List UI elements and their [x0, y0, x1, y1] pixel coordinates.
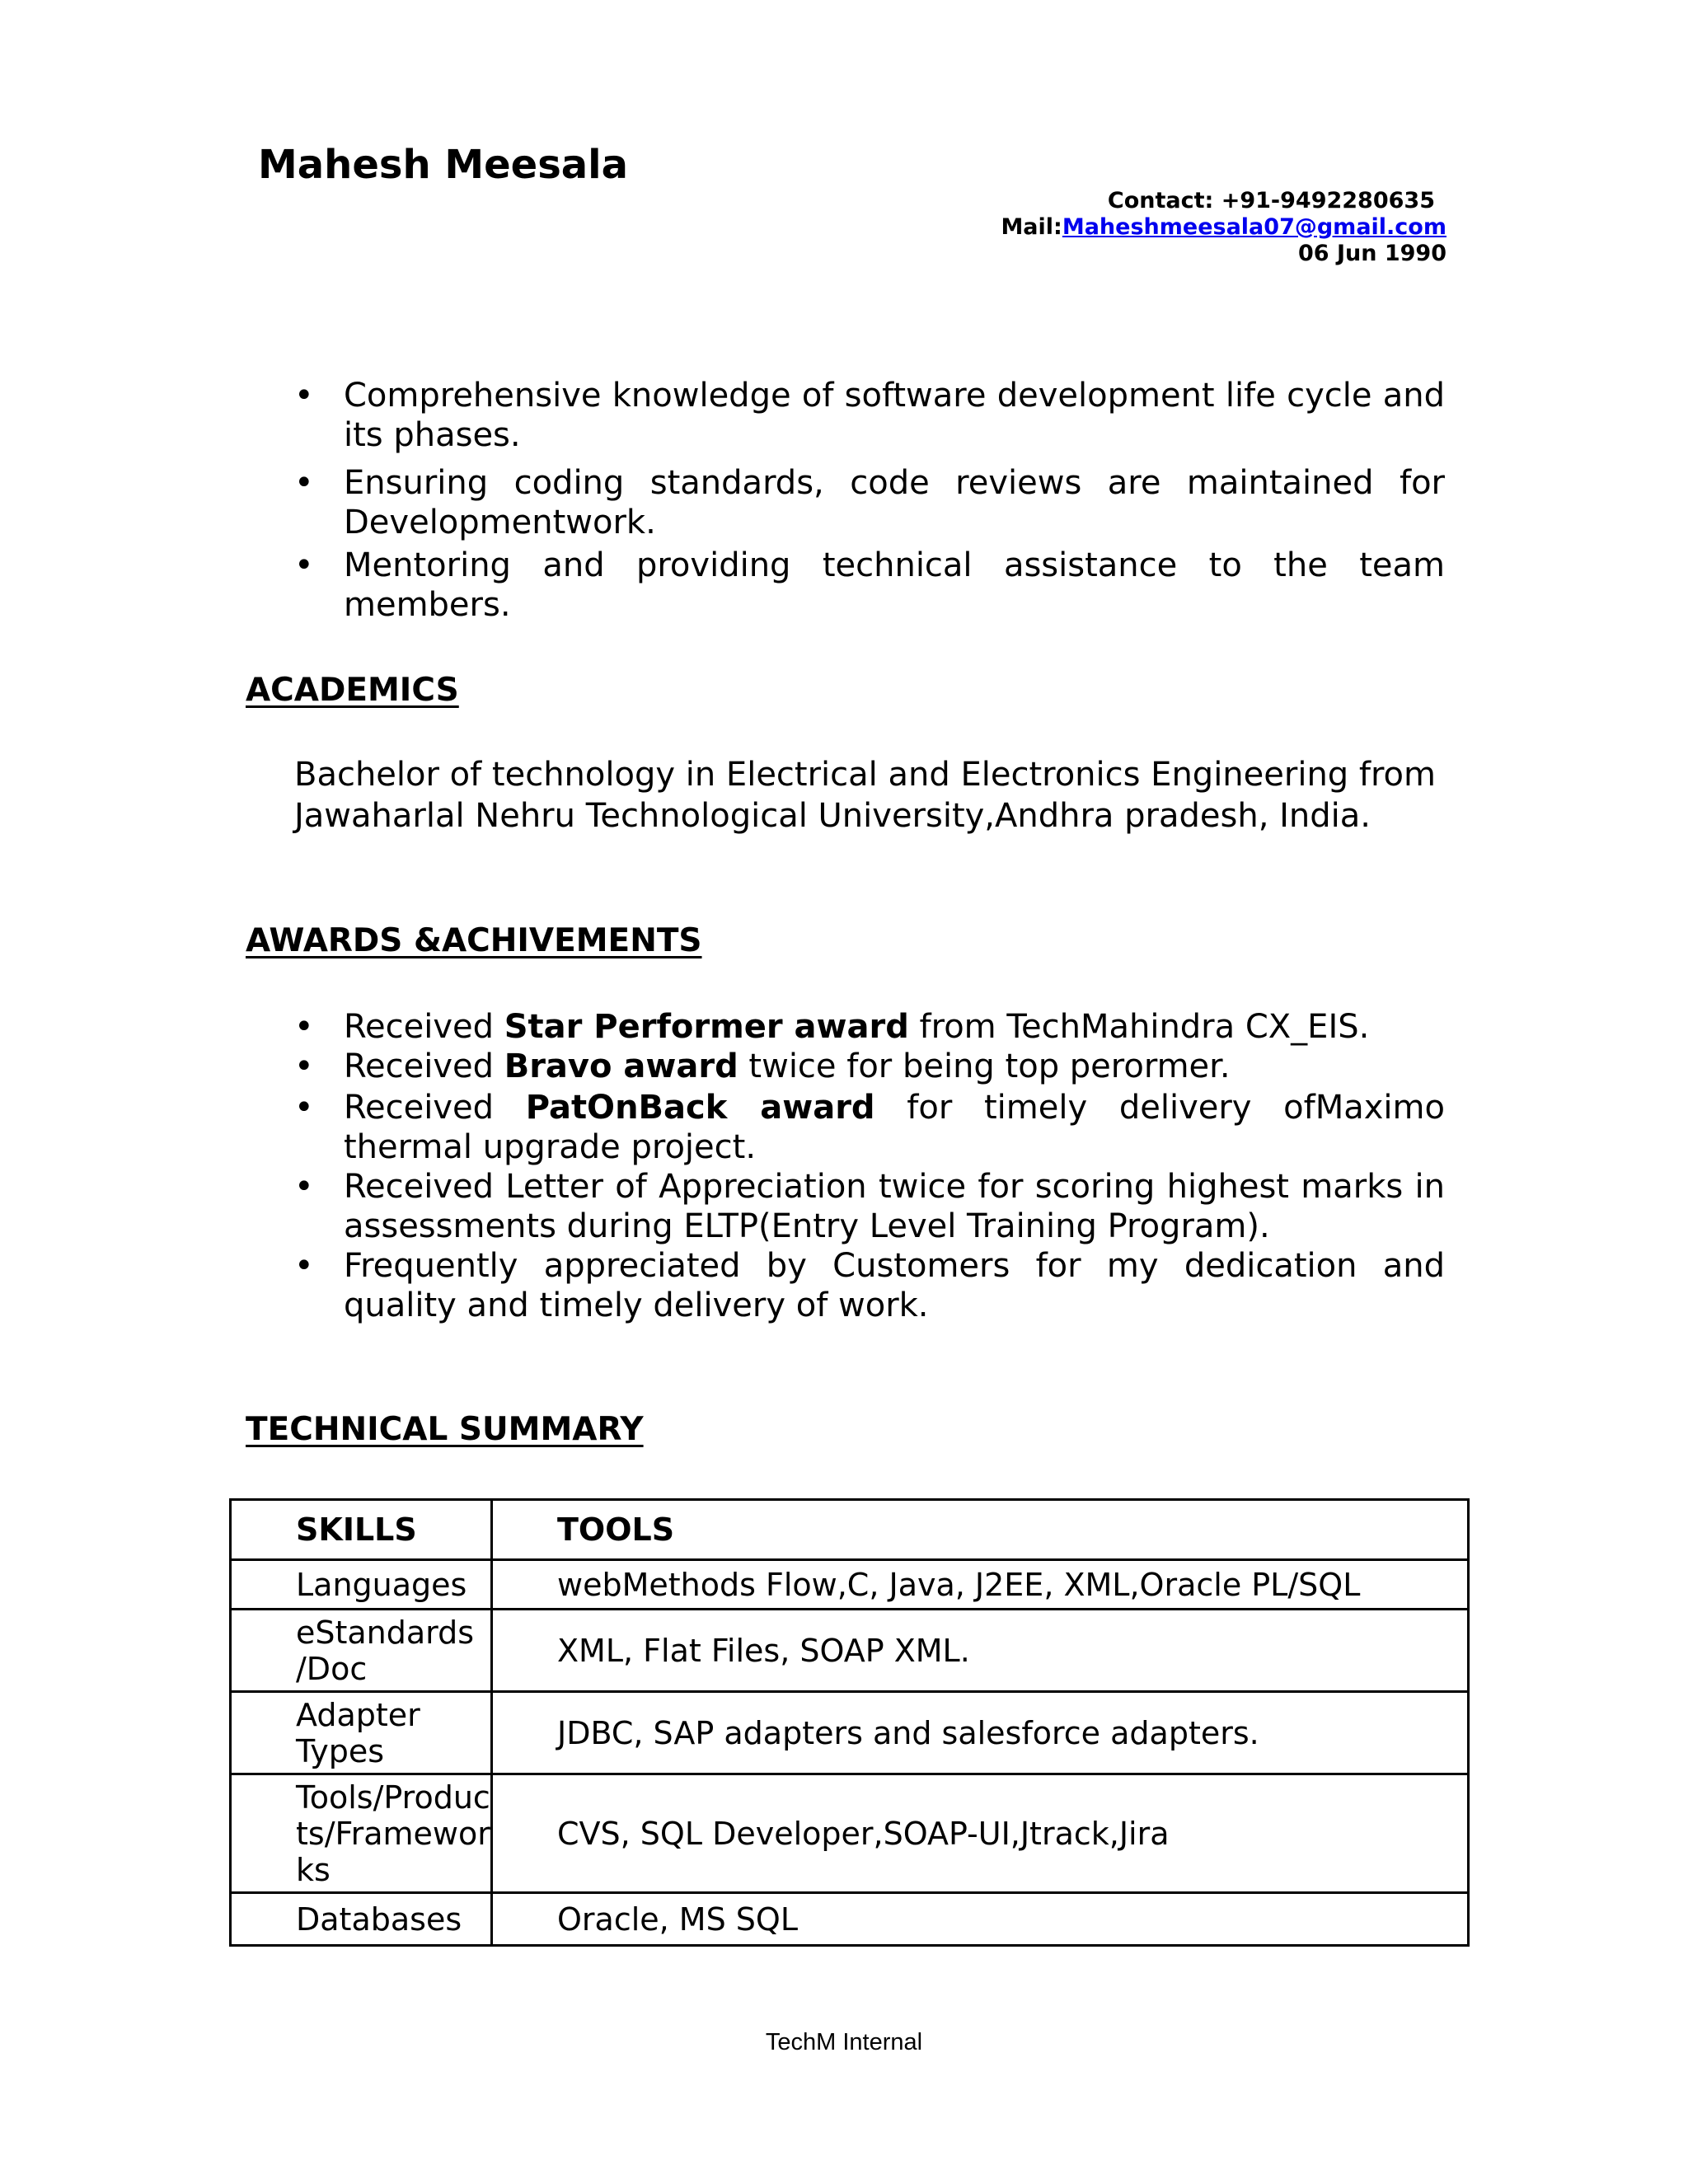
award-name: Star Performer award [504, 1008, 909, 1046]
technical-summary-table [229, 1498, 1470, 1947]
list-item [294, 1007, 1445, 1047]
email-link[interactable]: Maheshmeesala07@gmail.com [1062, 214, 1447, 240]
awards-list [294, 1007, 1445, 1325]
skill-cell: Databases [231, 1893, 492, 1946]
tools-cell: Oracle, MS SQL [492, 1893, 1469, 1946]
candidate-name: Mahesh Meesala [258, 142, 629, 188]
list-item: • Comprehensive knowledge of software development life cycle and its phases. [294, 376, 1445, 455]
tools-cell: XML, Flat Files, SOAP XML. [492, 1610, 1469, 1692]
skill-cell: Adapter Types [231, 1692, 492, 1774]
summary-list [294, 376, 1445, 625]
mail-label: Mail: [1001, 214, 1062, 240]
award-text: twice for being top perormer. [738, 1047, 1231, 1085]
table-header-row [231, 1500, 1469, 1560]
tools-column-header: TOOLS [492, 1500, 1469, 1560]
footer-classification: TechM Internal [765, 2029, 923, 2055]
list-item [294, 1047, 1445, 1086]
list-item [294, 1246, 1445, 1325]
table-row [231, 1774, 1469, 1893]
awards-heading: AWARDS &ACHIVEMENTS [246, 922, 702, 959]
technical-summary-heading: TECHNICAL SUMMARY [246, 1411, 644, 1448]
contact-label: Contact: [1107, 188, 1214, 213]
academics-text: Bachelor of technology in Electrical and Electronics Engineering from Jawaharlal Nehru Technological University,Andhra pradesh, India. [294, 756, 1436, 835]
skill-cell: eStandards /Doc [231, 1610, 492, 1692]
academics-heading: ACADEMICS [246, 672, 459, 709]
contact-block [1001, 188, 1447, 267]
tools-cell: webMethods Flow,C, Java, J2EE, XML,Oracle PL/SQL [492, 1560, 1469, 1610]
phone-line [1001, 188, 1447, 214]
list-item: • Ensuring coding standards, code reviews are maintained for Developmentwork. [294, 463, 1445, 542]
award-text: from TechMahindra CX_EIS. [908, 1008, 1370, 1046]
list-item [294, 1167, 1445, 1246]
list-item [294, 1088, 1445, 1167]
skills-column-header: SKILLS [231, 1500, 492, 1560]
award-text: Received [344, 1089, 526, 1127]
skill-cell: Tools/Products/Frameworks [231, 1774, 492, 1893]
award-text: for timely delivery ofMaximo thermal upgrade project. [344, 1089, 1445, 1166]
date-of-birth: 06 Jun 1990 [1297, 241, 1447, 266]
mail-line [1001, 214, 1447, 241]
tools-cell: JDBC, SAP adapters and salesforce adapters. [492, 1692, 1469, 1774]
award-name: Bravo award [504, 1047, 738, 1085]
award-text: Received [344, 1047, 504, 1085]
award-text: Frequently appreciated by Customers for my dedication and quality and timely delivery of work. [344, 1247, 1445, 1324]
table-row [231, 1893, 1469, 1946]
award-text: Received Letter of Appreciation twice for scoring highest marks in assessments during ELTP(Entry Level Training Program). [344, 1168, 1445, 1245]
skill-cell: Languages [231, 1560, 492, 1610]
phone-number: +91-9492280635 [1221, 188, 1435, 213]
table-row [231, 1692, 1469, 1774]
table-row [231, 1610, 1469, 1692]
table-row [231, 1560, 1469, 1610]
list-item: • Mentoring and providing technical assistance to the team members. [294, 546, 1445, 625]
tools-cell: CVS, SQL Developer,SOAP-UI,Jtrack,Jira [492, 1774, 1469, 1893]
award-text: Received [344, 1008, 504, 1046]
award-name: PatOnBack award [525, 1089, 875, 1127]
